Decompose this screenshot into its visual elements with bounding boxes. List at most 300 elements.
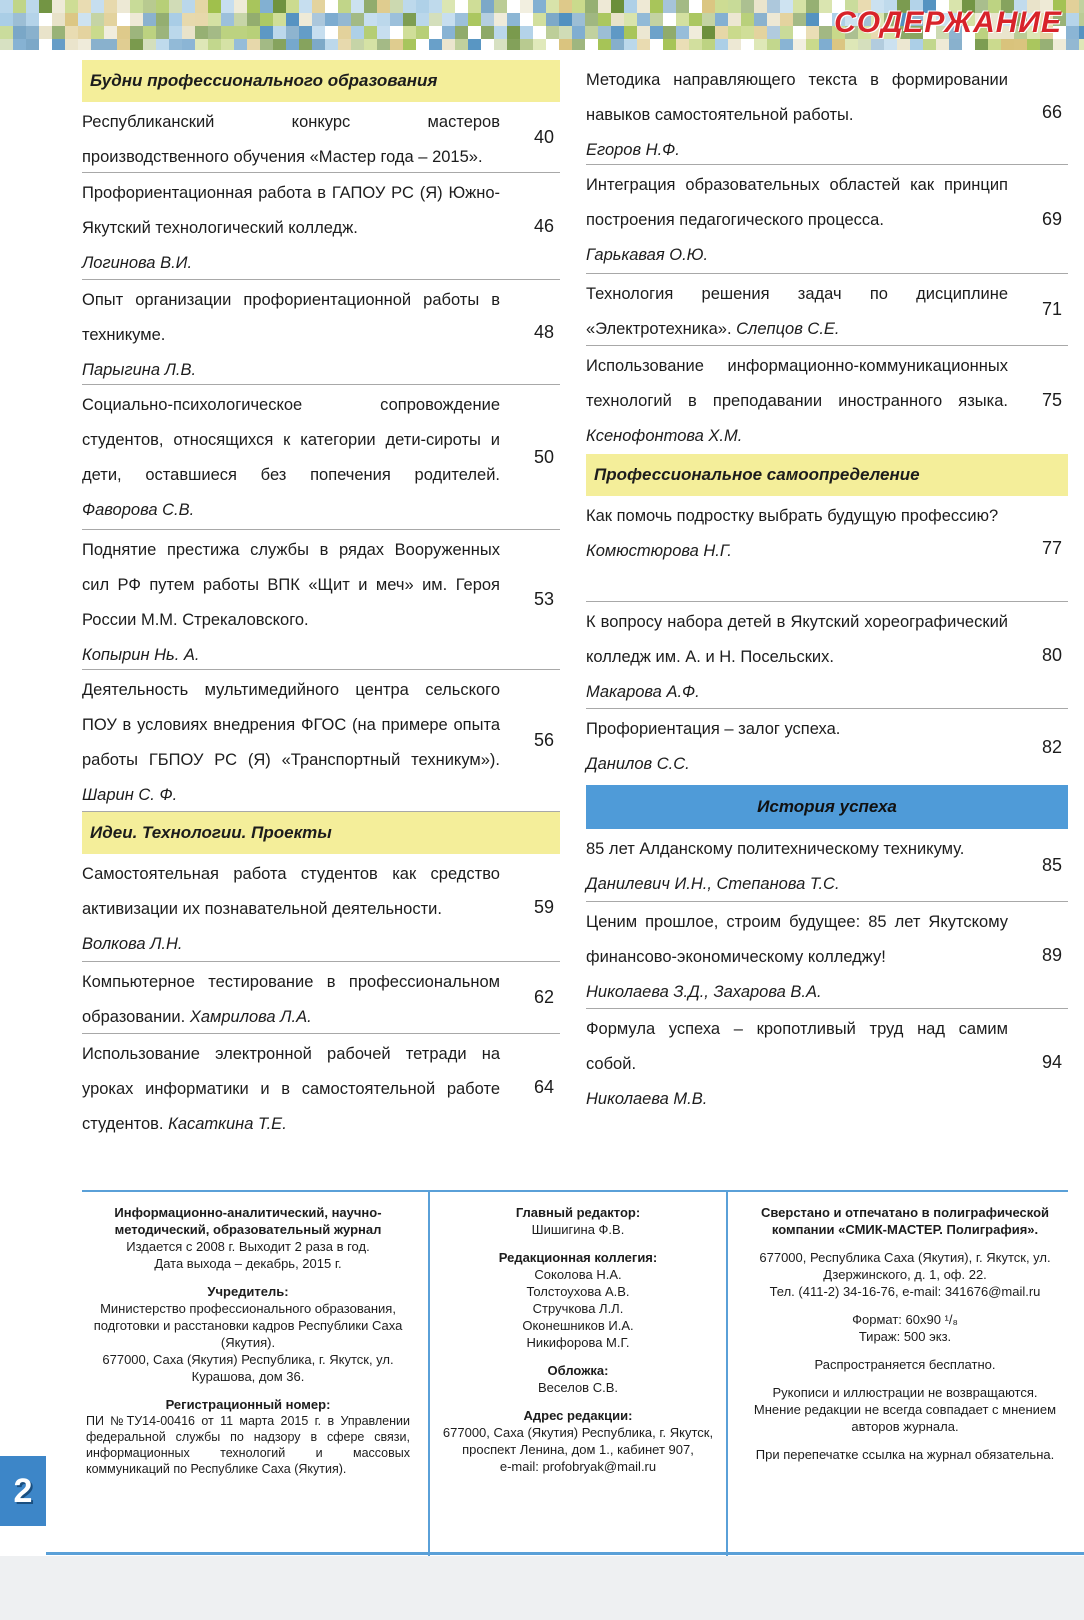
board-member: Стручкова Л.Л.	[532, 1301, 624, 1316]
mosaic-tile	[650, 39, 663, 50]
entry-author: Макарова А.Ф.	[586, 683, 700, 701]
editorial-email[interactable]: e-mail: profobryak@mail.ru	[499, 1459, 657, 1474]
mosaic-tile	[1079, 39, 1084, 50]
entry-page-number: 56	[533, 730, 554, 750]
entry-title: Самостоятельная работа студентов как средство активизации их познавательной деятельности.	[82, 865, 500, 918]
printer-address: 677000, Республика Саха (Якутия), г. Якутск, ул. Дзержинского, д. 1, оф. 22.	[759, 1250, 1051, 1282]
mosaic-tile	[1079, 13, 1084, 26]
mosaic-tile	[637, 39, 650, 50]
mosaic-tile	[143, 0, 156, 13]
entry-page-number: 53	[533, 589, 554, 609]
mosaic-tile	[13, 39, 26, 50]
mosaic-tile	[104, 26, 117, 39]
board-member: Никифорова М.Г.	[526, 1335, 630, 1350]
mosaic-tile	[507, 26, 520, 39]
entry-title: Интеграция образовательных областей как принцип построения педагогического процесса.	[586, 176, 1008, 229]
founder-name: Министерство профессионального образования, подготовки и расстановки кадров Республики Саха (Якутия).	[93, 1301, 403, 1350]
mosaic-tile	[1014, 39, 1027, 50]
mosaic-tile	[832, 39, 845, 50]
mosaic-tile	[793, 0, 806, 13]
mosaic-tile	[1066, 0, 1079, 13]
mosaic-tile	[754, 0, 767, 13]
category-heading: Профессиональное самоопределение	[586, 454, 1068, 496]
mosaic-tile	[299, 13, 312, 26]
mosaic-tile	[299, 26, 312, 39]
page-number-text: 2	[13, 1471, 33, 1510]
entry-author: Гарькавая О.Ю.	[586, 246, 709, 264]
mosaic-tile	[923, 39, 936, 50]
entry-author: Парыгина Л.В.	[82, 361, 197, 379]
mosaic-tile	[104, 0, 117, 13]
mosaic-tile	[442, 26, 455, 39]
mosaic-tile	[312, 26, 325, 39]
toc-entry[interactable]	[586, 346, 1068, 454]
registration-heading: Регистрационный номер:	[165, 1397, 331, 1412]
entry-title	[82, 673, 500, 813]
mosaic-tile	[221, 0, 234, 13]
mosaic-tile	[611, 26, 624, 39]
mosaic-tile	[1053, 39, 1066, 50]
mosaic-tile	[312, 13, 325, 26]
mosaic-tile	[234, 13, 247, 26]
mosaic-tile	[520, 39, 533, 50]
mosaic-tile	[793, 13, 806, 26]
mosaic-tile	[247, 13, 260, 26]
mosaic-tile	[546, 39, 559, 50]
mosaic-tile	[624, 0, 637, 13]
mosaic-tile	[611, 0, 624, 13]
mosaic-tile	[416, 13, 429, 26]
mosaic-tile	[0, 13, 13, 26]
mosaic-tile	[0, 39, 13, 50]
entry-author: Данилевич И.Н., Степанова Т.С.	[586, 875, 840, 893]
mosaic-tile	[91, 39, 104, 50]
mosaic-tile	[364, 26, 377, 39]
mosaic-tile	[286, 13, 299, 26]
mosaic-tile	[533, 26, 546, 39]
entry-title	[82, 388, 500, 528]
mosaic-tile	[559, 13, 572, 26]
mosaic-tile	[364, 0, 377, 13]
founder-address: 677000, Саха (Якутия) Республика, г. Якутск, ул. Курашова, дом 36.	[102, 1352, 394, 1384]
mosaic-tile	[351, 39, 364, 50]
mosaic-tile	[468, 0, 481, 13]
entry-title: Методика направляющего текста в формировании навыков самостоятельной работы.	[586, 71, 1008, 124]
mosaic-tile	[143, 26, 156, 39]
mosaic-tile	[286, 0, 299, 13]
footer-area	[0, 1556, 1084, 1620]
mosaic-tile	[585, 39, 598, 50]
toc-entry[interactable]	[82, 280, 560, 385]
toc-entry[interactable]	[586, 602, 1068, 709]
mosaic-tile	[819, 13, 832, 26]
mosaic-tile	[299, 39, 312, 50]
mosaic-tile	[728, 0, 741, 13]
mosaic-tile	[689, 26, 702, 39]
mosaic-tile	[429, 0, 442, 13]
mosaic-tile	[403, 39, 416, 50]
mosaic-tile	[208, 39, 221, 50]
mosaic-tile	[442, 0, 455, 13]
mosaic-tile	[13, 26, 26, 39]
mosaic-tile	[741, 13, 754, 26]
entry-page-number: 85	[1041, 854, 1062, 875]
mosaic-tile	[494, 26, 507, 39]
board-member: Толстоухова А.В.	[526, 1284, 630, 1299]
entry-author: Слепцов С.Е.	[736, 320, 840, 338]
mosaic-tile	[377, 39, 390, 50]
toc-entry[interactable]	[82, 670, 560, 812]
mosaic-tile	[182, 39, 195, 50]
mosaic-tile	[533, 13, 546, 26]
mosaic-tile	[546, 13, 559, 26]
editorial-address: 677000, Саха (Якутия) Республика, г. Якутск, проспект Ленина, дом 1., кабинет 907,	[442, 1425, 714, 1457]
mosaic-tile	[104, 13, 117, 26]
mosaic-tile	[442, 13, 455, 26]
mosaic-tile	[468, 26, 481, 39]
mosaic-tile	[806, 26, 819, 39]
mosaic-tile	[169, 39, 182, 50]
entry-author: Ксенофонтова Х.М.	[586, 427, 743, 445]
mosaic-tile	[871, 39, 884, 50]
mosaic-tile	[754, 26, 767, 39]
entry-title: 85 лет Алданскому политехническому техникуму.	[586, 840, 965, 858]
mosaic-tile	[689, 39, 702, 50]
paper-format: Формат: 60х90 ¹/₈	[852, 1312, 958, 1327]
mosaic-tile	[351, 13, 364, 26]
mosaic-tile	[26, 39, 39, 50]
entry-page-number: 80	[1041, 644, 1062, 665]
mosaic-tile	[650, 0, 663, 13]
entry-page-number: 71	[1041, 299, 1062, 319]
mosaic-tile	[377, 13, 390, 26]
entry-author: Хамрилова Л.А.	[189, 1008, 312, 1026]
mosaic-tile	[1079, 26, 1084, 39]
mosaic-tile	[13, 0, 26, 13]
mosaic-tile	[78, 39, 91, 50]
mosaic-tile	[481, 0, 494, 13]
mosaic-tile	[169, 26, 182, 39]
mosaic-tile	[806, 39, 819, 50]
toc-entry[interactable]	[82, 102, 560, 173]
toc-left-column	[82, 60, 560, 1140]
mosaic-tile	[39, 26, 52, 39]
entry-title: Поднятие престижа службы в рядах Вооруженных сил РФ путем работы ВПК «Щит и меч» им. Героя России М.М. Стрекаловского.	[82, 541, 500, 629]
mosaic-tile	[195, 39, 208, 50]
mosaic-tile	[663, 13, 676, 26]
publication-frequency: Издается с 2008 г. Выходит 2 раза в год.	[126, 1239, 370, 1254]
entry-author: Шарин С. Ф.	[82, 786, 178, 804]
mosaic-tile	[234, 39, 247, 50]
chief-editor-heading: Главный редактор:	[515, 1205, 641, 1220]
mosaic-tile	[910, 39, 923, 50]
toc-entry[interactable]	[82, 962, 560, 1034]
mosaic-tile	[78, 26, 91, 39]
mosaic-tile	[286, 39, 299, 50]
entry-page-number: 89	[1041, 944, 1062, 965]
mosaic-tile	[403, 13, 416, 26]
mosaic-tile	[416, 39, 429, 50]
mosaic-tile	[845, 39, 858, 50]
mosaic-tile	[1040, 39, 1053, 50]
mosaic-tile	[741, 26, 754, 39]
mosaic-tile	[611, 13, 624, 26]
mosaic-tile	[442, 39, 455, 50]
mosaic-tile	[39, 0, 52, 13]
mosaic-tile	[117, 13, 130, 26]
mosaic-tile	[65, 26, 78, 39]
mosaic-tile	[91, 26, 104, 39]
mosaic-tile	[130, 13, 143, 26]
cover-author: Веселов С.В.	[538, 1380, 618, 1395]
mosaic-tile	[598, 0, 611, 13]
mosaic-tile	[65, 13, 78, 26]
entry-author: Данилов С.С.	[586, 755, 690, 773]
mosaic-tile	[780, 13, 793, 26]
mosaic-tile	[559, 0, 572, 13]
mosaic-tile	[637, 13, 650, 26]
mosaic-tile	[65, 0, 78, 13]
mosaic-tile	[767, 0, 780, 13]
entry-author: Копырин Нь. А.	[82, 646, 200, 664]
mosaic-tile	[182, 0, 195, 13]
mosaic-tile	[1079, 0, 1084, 13]
mosaic-tile	[273, 39, 286, 50]
mosaic-tile	[494, 39, 507, 50]
mosaic-tile	[338, 0, 351, 13]
journal-description: Информационно-аналитический, научно-методический, образовательный журнал	[114, 1205, 382, 1237]
entry-page-number: 82	[1041, 736, 1062, 757]
mosaic-tile	[806, 13, 819, 26]
mosaic-tile	[234, 26, 247, 39]
mosaic-tile	[0, 0, 13, 13]
mosaic-tile	[143, 39, 156, 50]
mosaic-tile	[299, 0, 312, 13]
mosaic-tile	[455, 39, 468, 50]
mosaic-tile	[156, 39, 169, 50]
entry-title: Как помочь подростку выбрать будущую профессию?	[586, 507, 999, 525]
mosaic-tile	[195, 0, 208, 13]
page-number	[0, 1456, 46, 1526]
entry-title	[586, 349, 1008, 454]
mosaic-tile	[702, 0, 715, 13]
mosaic-tile	[767, 13, 780, 26]
mosaic-tile	[208, 26, 221, 39]
toc-entry[interactable]	[586, 1009, 1068, 1116]
entry-author: Комюстюрова Н.Г.	[586, 542, 732, 560]
entry-title-text: Социально-психологическое сопровождение студентов, относящихся к категории дети-сироты и дети, оставшиеся без попечения родителей.	[82, 396, 500, 484]
mosaic-tile	[468, 39, 481, 50]
mosaic-tile	[936, 39, 949, 50]
toc-entry[interactable]	[586, 709, 1068, 785]
imprint-editorial	[428, 1192, 728, 1568]
entry-page-number: 75	[1041, 389, 1062, 410]
toc-entry[interactable]	[82, 854, 560, 962]
toc-entry[interactable]	[586, 902, 1068, 1009]
mosaic-tile	[377, 0, 390, 13]
editorial-board-heading: Редакционная коллегия:	[498, 1250, 658, 1265]
mosaic-tile	[260, 0, 273, 13]
entry-page-number: 40	[533, 126, 554, 147]
mosaic-tile	[312, 39, 325, 50]
mosaic-tile	[637, 26, 650, 39]
entry-page-number: 77	[1041, 538, 1062, 558]
mosaic-tile	[117, 39, 130, 50]
mosaic-tile	[728, 26, 741, 39]
mosaic-tile	[728, 39, 741, 50]
mosaic-tile	[403, 0, 416, 13]
mosaic-tile	[585, 13, 598, 26]
mosaic-tile	[13, 13, 26, 26]
mosaic-tile	[390, 39, 403, 50]
entry-title-text: Использование электронной рабочей тетради на уроках информатики и в самостоятельной работе студентов.	[82, 1045, 500, 1133]
opinion-note: Мнение редакции не всегда совпадает с мнением авторов журнала.	[753, 1402, 1057, 1434]
entry-title: Опыт организации профориентационной работы в техникуме.	[82, 291, 500, 344]
mosaic-tile	[897, 39, 910, 50]
mosaic-tile	[364, 13, 377, 26]
mosaic-tile	[208, 0, 221, 13]
mosaic-tile	[78, 13, 91, 26]
mosaic-tile	[676, 0, 689, 13]
mosaic-tile	[884, 39, 897, 50]
mosaic-tile	[520, 13, 533, 26]
mosaic-tile	[39, 13, 52, 26]
release-date: Дата выхода – декабрь, 2015 г.	[154, 1256, 342, 1271]
toc-entry[interactable]	[82, 530, 560, 670]
mosaic-tile	[962, 39, 975, 50]
mosaic-tile	[663, 0, 676, 13]
toc-entry[interactable]	[586, 496, 1068, 602]
mosaic-tile	[533, 0, 546, 13]
toc-entry[interactable]	[586, 60, 1068, 165]
mosaic-tile	[793, 26, 806, 39]
mosaic-tile	[780, 0, 793, 13]
toc-entry[interactable]	[586, 274, 1068, 346]
mosaic-tile	[494, 13, 507, 26]
entry-author: Егоров Н.Ф.	[586, 141, 680, 159]
mosaic-tile	[260, 26, 273, 39]
mosaic-tile	[468, 13, 481, 26]
printer-name: Сверстано и отпечатано в полиграфической компании «СМИК-МАСТЕР. Полиграфия».	[760, 1205, 1050, 1237]
printer-phone: Тел. (411-2) 34-16-76, e-mail: 341676@mail.ru	[769, 1284, 1041, 1299]
toc-entry[interactable]	[586, 829, 1068, 902]
entry-page-number: 94	[1041, 1052, 1062, 1072]
mosaic-tile	[455, 13, 468, 26]
registration-number: ПИ №ТУ14-00416 от 11 марта 2015 г. в Управлении федеральной службы по надзору в сфере связи, информационных технологий и массовых коммуникаций по Республике Саха (Якутия).	[86, 1414, 410, 1476]
entry-title: Республиканский конкурс мастеров производственного обучения «Мастер года – 2015».	[82, 113, 500, 166]
mosaic-tile	[637, 0, 650, 13]
mosaic-tile	[221, 13, 234, 26]
circulation: Тираж: 500 экз.	[858, 1329, 952, 1344]
mosaic-tile	[702, 13, 715, 26]
mosaic-tile	[117, 0, 130, 13]
mosaic-tile	[481, 39, 494, 50]
entry-author: Волкова Л.Н.	[82, 935, 183, 953]
mosaic-tile	[429, 39, 442, 50]
mosaic-tile	[715, 39, 728, 50]
mosaic-tile	[91, 13, 104, 26]
mosaic-tile	[1066, 39, 1079, 50]
mosaic-tile	[26, 26, 39, 39]
mosaic-tile	[598, 39, 611, 50]
mosaic-tile	[455, 26, 468, 39]
mosaic-tile	[130, 26, 143, 39]
mosaic-tile	[416, 26, 429, 39]
mosaic-tile	[78, 0, 91, 13]
mosaic-tile	[117, 26, 130, 39]
mosaic-tile	[247, 26, 260, 39]
toc-entry[interactable]	[586, 165, 1068, 274]
mosaic-tile	[728, 13, 741, 26]
board-member: Оконешников И.А.	[522, 1318, 634, 1333]
mosaic-tile	[429, 26, 442, 39]
mosaic-tile	[533, 39, 546, 50]
mosaic-tile	[39, 39, 52, 50]
mosaic-tile	[689, 13, 702, 26]
toc-entry[interactable]	[82, 385, 560, 530]
mosaic-tile	[130, 39, 143, 50]
mosaic-tile	[507, 13, 520, 26]
toc-entry[interactable]	[82, 1034, 560, 1140]
chief-editor: Шишигина Ф.В.	[531, 1222, 625, 1237]
mosaic-tile	[1027, 39, 1040, 50]
mosaic-tile	[1066, 13, 1079, 26]
entry-title-text: Технология решения задач по дисциплине «Электротехника».	[586, 285, 1008, 338]
mosaic-tile	[221, 26, 234, 39]
mosaic-tile	[819, 0, 832, 13]
toc-entry[interactable]	[82, 173, 560, 280]
mosaic-tile	[546, 26, 559, 39]
mosaic-tile	[715, 0, 728, 13]
mosaic-tile	[663, 39, 676, 50]
mosaic-tile	[325, 0, 338, 13]
mosaic-tile	[611, 39, 624, 50]
mosaic-tile	[481, 26, 494, 39]
reprint-note: При перепечатке ссылка на журнал обязательна.	[755, 1447, 1055, 1462]
entry-title: Формула успеха – кропотливый труд над самим собой.	[586, 1020, 1008, 1073]
entry-author: Логинова В.И.	[82, 254, 193, 272]
mosaic-tile	[559, 26, 572, 39]
mosaic-tile	[585, 0, 598, 13]
mosaic-tile	[676, 13, 689, 26]
mosaic-tile	[208, 13, 221, 26]
cover-heading: Обложка:	[547, 1363, 609, 1378]
category-heading: Будни профессионального образования	[82, 60, 560, 102]
mosaic-tile	[754, 13, 767, 26]
mosaic-tile	[949, 39, 962, 50]
entry-author: Фаворова С.В.	[82, 501, 195, 519]
manuscripts-note: Рукописи и иллюстрации не возвращаются.	[772, 1385, 1038, 1400]
entry-title: Профориентационная работа в ГАПОУ РС (Я) Южно-Якутский технологический колледж.	[82, 184, 500, 237]
mosaic-tile	[767, 39, 780, 50]
mosaic-tile	[481, 13, 494, 26]
mosaic-tile	[507, 39, 520, 50]
mosaic-tile	[650, 13, 663, 26]
mosaic-tile	[104, 39, 117, 50]
mosaic-tile	[780, 26, 793, 39]
mosaic-tile	[572, 0, 585, 13]
mosaic-tile	[130, 0, 143, 13]
mosaic-tile	[819, 26, 832, 39]
entry-page-number: 64	[533, 1076, 554, 1097]
mosaic-tile	[702, 39, 715, 50]
mosaic-tile	[273, 13, 286, 26]
mosaic-tile	[338, 26, 351, 39]
mosaic-tile	[26, 0, 39, 13]
imprint-journal-info	[82, 1192, 414, 1568]
mosaic-tile	[819, 39, 832, 50]
mosaic-tile	[325, 39, 338, 50]
